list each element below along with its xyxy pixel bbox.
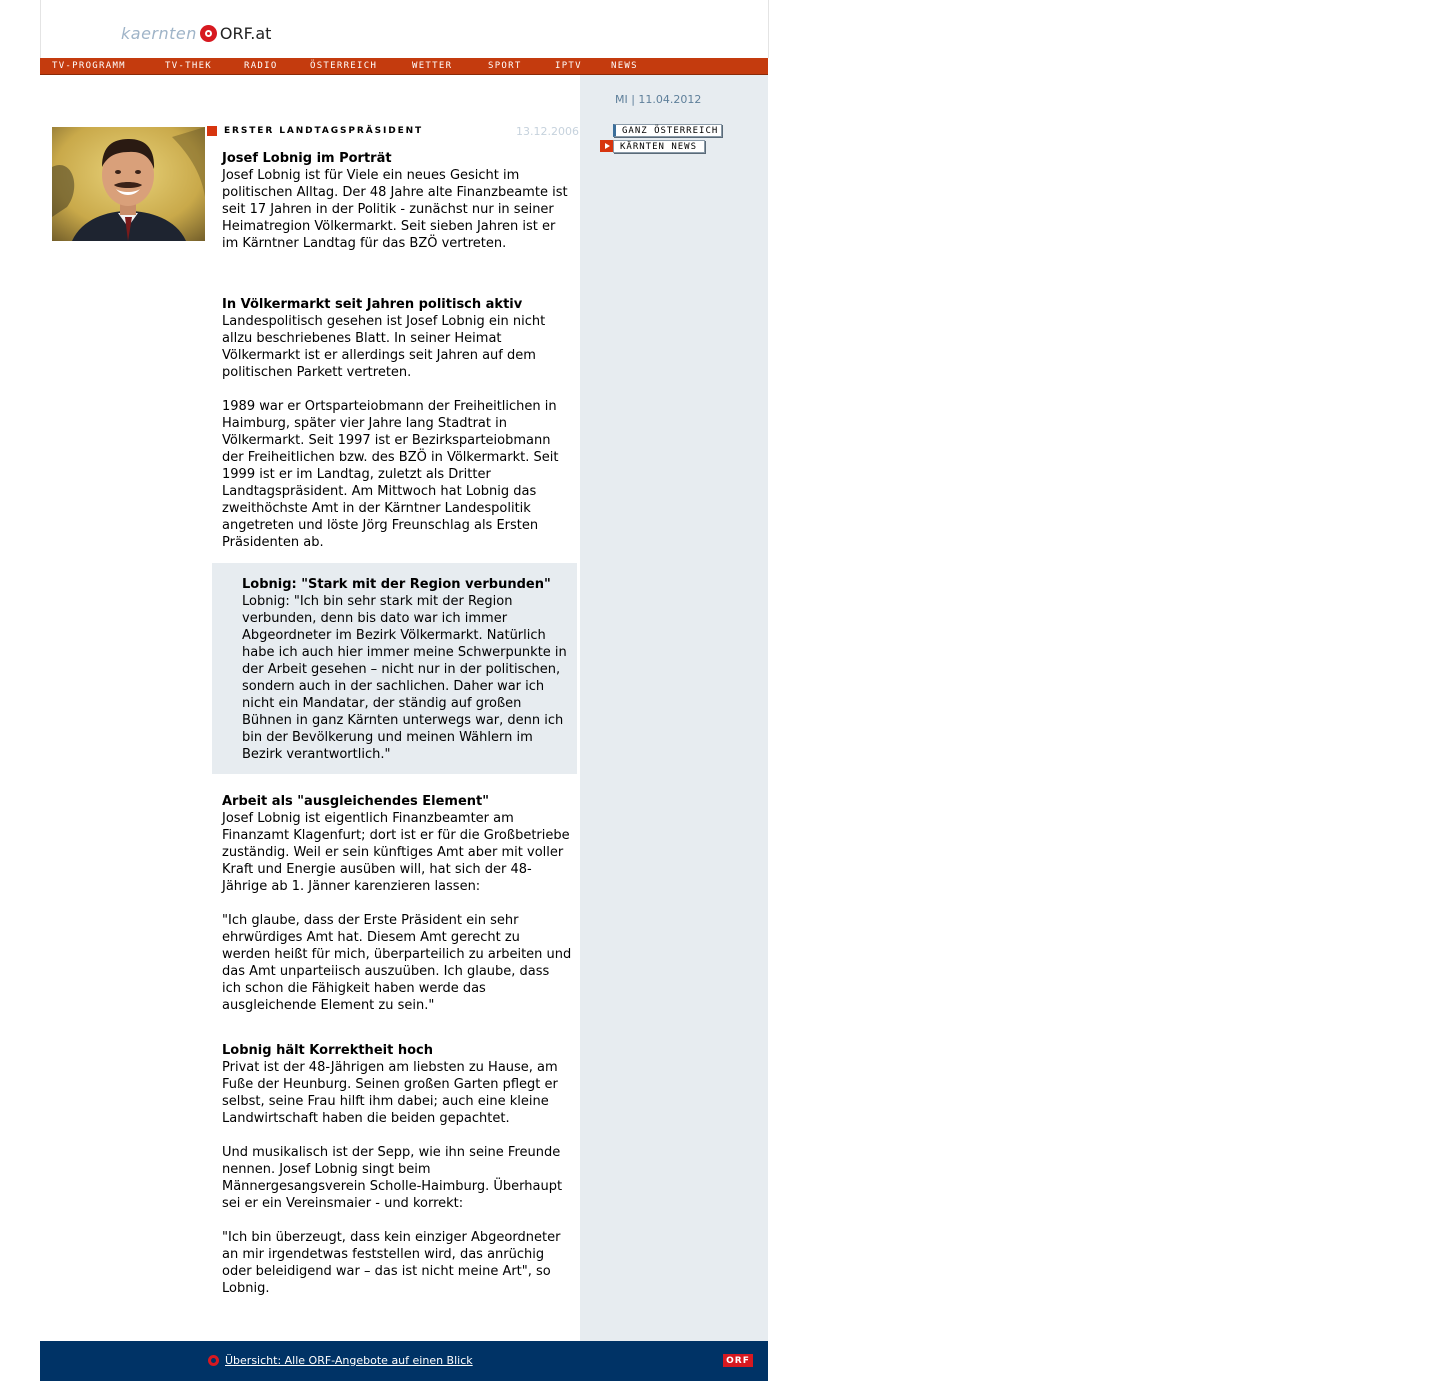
nav-oesterreich[interactable]: ÖSTERREICH <box>310 61 378 71</box>
article-heading: Josef Lobnig im Porträt <box>222 151 392 166</box>
quote-box <box>212 563 577 774</box>
article-paragraph: Landespolitisch gesehen ist Josef Lobnig ein nicht allzu beschriebenes Blatt. In seiner Heimat Völkermarkt ist er allerdings seit Jahren auf dem politischen Parkett vertreten. <box>222 314 546 380</box>
article-block <box>222 296 572 381</box>
article-paragraph: "Ich glaube, dass der Erste Präsident ein sehr ehrwürdiges Amt hat. Diesem Amt gerecht zu werden heißt für mich, überparteilich zu arbeiten und das Amt unparteiisch auszuüben. Ich glaube, dass ich schon die Fähigkeit haben werde das ausgleichende Element zu sein." <box>222 913 572 1013</box>
orf-ring-icon <box>200 25 217 42</box>
article-paragraph: 1989 war er Ortsparteiobmann der Freiheitlichen in Haimburg, später vier Jahre lang Stadtrat in Völkermarkt. Seit 1997 ist er Bezirksparteiobmann der Freiheitlichen bzw. des BZÖ in Völkermarkt. Seit 1999 ist er im Landtag, zuletzt als Dritter Landtagspräsident. Am Mittwoch hat Lobnig das zweithöchste Amt in der Kärntner Landespolitik angetreten und löste Jörg Freunschlag als Ersten Präsidenten ab. <box>222 399 559 550</box>
nav-news[interactable]: NEWS <box>611 61 638 71</box>
article-heading: Arbeit als "ausgleichendes Element" <box>222 794 490 809</box>
article-heading: In Völkermarkt seit Jahren politisch aktiv <box>222 297 523 312</box>
orf-logo[interactable] <box>121 20 271 46</box>
article-paragraph: Und musikalisch ist der Sepp, wie ihn seine Freunde nennen. Josef Lobnig singt beim Männergesangsverein Scholle-Haimburg. Überhaupt sei er ein Vereinsmaier - und korrekt: <box>222 1145 563 1211</box>
article-block <box>222 912 572 1014</box>
nav-wetter[interactable]: WETTER <box>412 61 453 71</box>
section-bullet-icon <box>207 126 217 136</box>
article-paragraph: "Ich bin überzeugt, dass kein einziger Abgeordneter an mir irgendetwas feststellen wird, das anrüchig oder beleidigend war – das ist nicht meine Art", so Lobnig. <box>222 1230 561 1296</box>
article-block <box>222 150 572 252</box>
ganz-oesterreich-button[interactable]: GANZ ÖSTERREICH <box>613 124 722 137</box>
current-date: MI | 11.04.2012 <box>615 93 702 106</box>
kaernten-news-button[interactable]: KÄRNTEN NEWS <box>613 140 705 153</box>
overview-link[interactable]: Übersicht: Alle ORF-Angebote auf einen Blick <box>225 1354 473 1367</box>
article-block <box>222 793 572 895</box>
main-nav <box>40 58 768 75</box>
arrow-right-icon <box>600 140 614 152</box>
orf-ring-icon <box>208 1355 219 1366</box>
article-paragraph: Josef Lobnig ist für Viele ein neues Gesicht im politischen Alltag. Der 48 Jahre alte Finanzbeamte ist seit 17 Jahren in der Politik - zunächst nur in seiner Heimatregion Völkermarkt. Seit sieben Jahren ist er im Kärntner Landtag für das BZÖ vertreten. <box>222 168 568 251</box>
article-heading: Lobnig hält Korrektheit hoch <box>222 1043 433 1058</box>
article-block <box>222 398 572 551</box>
quote-heading: Lobnig: "Stark mit der Region verbunden" <box>242 577 551 592</box>
section-title: ERSTER LANDTAGSPRÄSIDENT <box>224 126 424 136</box>
orf-badge[interactable]: ORF <box>723 1354 753 1367</box>
page <box>40 0 768 1381</box>
article-date: 13.12.2006 <box>516 125 579 138</box>
article-paragraph: Privat ist der 48-Jährigen am liebsten zu Hause, am Fuße der Heunburg. Seinen großen Garten pflegt er selbst, seine Frau hilft ihm dabei; auch eine kleine Landwirtschaft haben die beiden gepachtet. <box>222 1060 558 1126</box>
article-block <box>222 1144 572 1212</box>
sidebar <box>580 75 768 1341</box>
article-paragraph: Josef Lobnig ist eigentlich Finanzbeamter am Finanzamt Klagenfurt; dort ist er für die Großbetriebe zuständig. Weil er sein künftiges Amt aber mit voller Kraft und Energie ausüben will, hat sich der 48-Jährige ab 1. Jänner karenzieren lassen: <box>222 811 570 894</box>
nav-radio[interactable]: RADIO <box>244 61 278 71</box>
article-block <box>222 1042 572 1127</box>
logo-region: kaernten <box>121 23 197 43</box>
nav-sport[interactable]: SPORT <box>488 61 522 71</box>
portrait-photo <box>52 127 205 241</box>
nav-iptv[interactable]: IPTV <box>555 61 582 71</box>
logo-brand: ORF.at <box>219 23 272 43</box>
footer <box>40 1341 768 1381</box>
nav-tv-thek[interactable]: TV-THEK <box>165 61 213 71</box>
nav-tv-programm[interactable]: TV-PROGRAMM <box>52 61 126 71</box>
header <box>40 0 769 58</box>
article-block <box>222 1229 572 1297</box>
quote-text: Lobnig: "Ich bin sehr stark mit der Region verbunden, denn bis dato war ich immer Abgeordneter im Bezirk Völkermarkt. Natürlich habe ich auch hier immer meine Schwerpunkte in der Arbeit gesehen – nicht nur in der politischen, sondern auch in der sachlichen. Daher war ich nicht ein Mandatar, der ständig auf großen Bühnen in ganz Kärnten unterwegs war, denn ich bin der Bevölkerung und meinen Wählern im Bezirk verantwortlich." <box>242 594 567 762</box>
